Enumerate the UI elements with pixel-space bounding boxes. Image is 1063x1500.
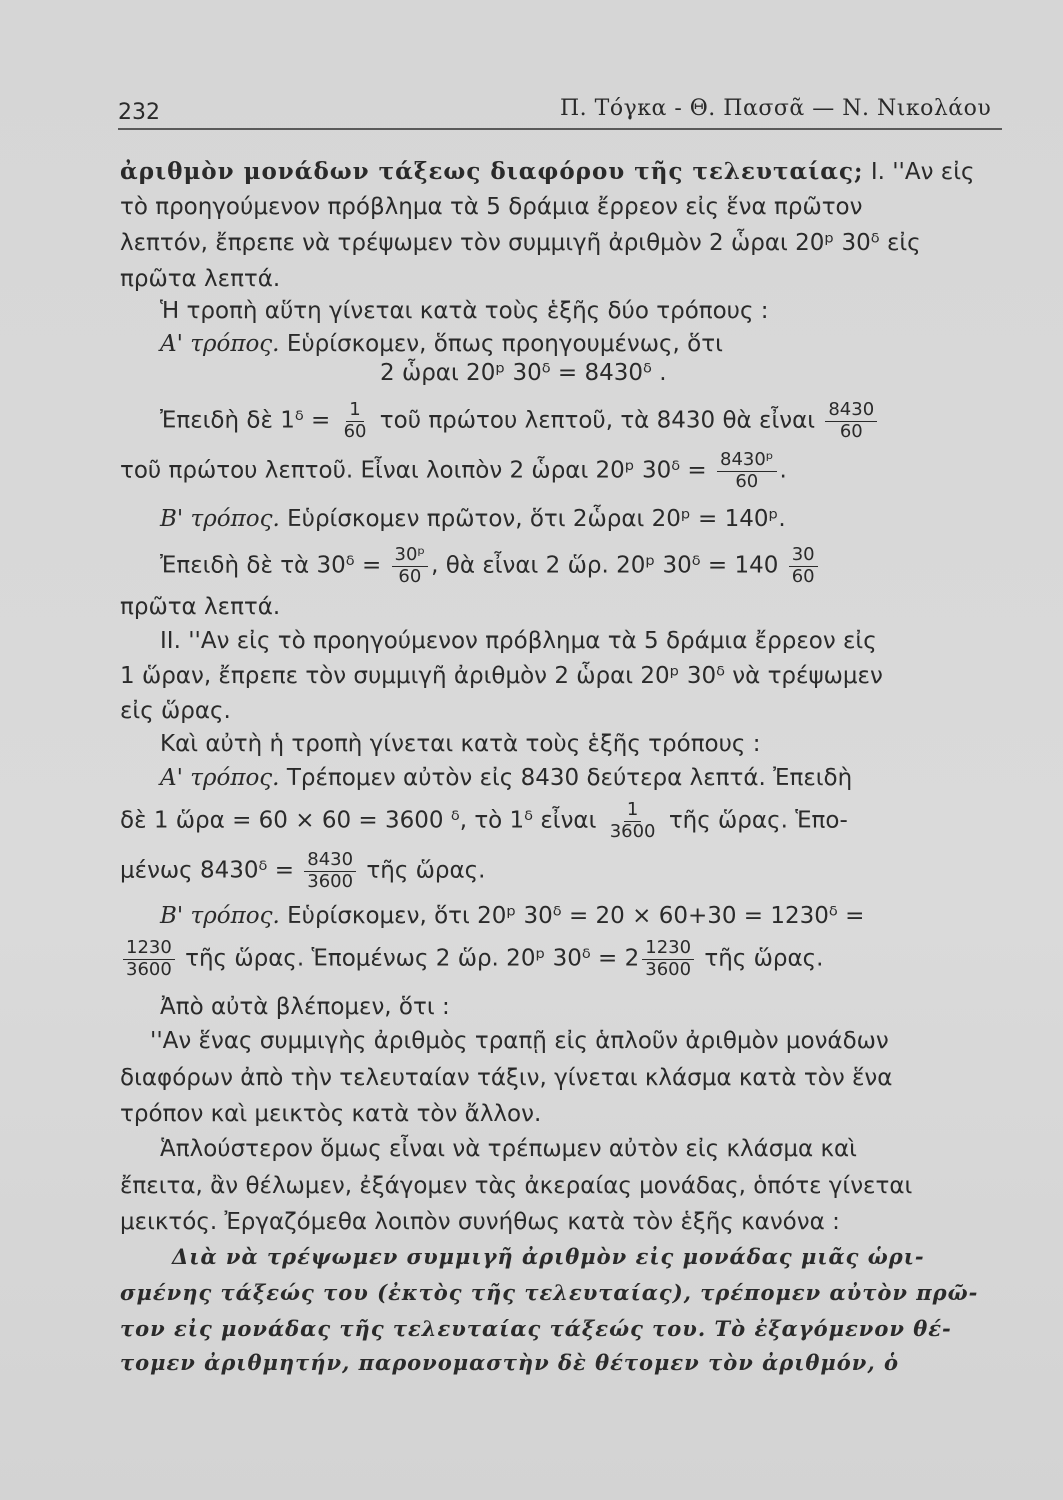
text-line: ἔπειτα, ἂν θέλωμεν, ἐξάγομεν τὰς ἀκεραίας μονάδας, ὁπότε γίνεται bbox=[120, 1173, 913, 1199]
text-line: εἰς ὥρας. bbox=[120, 698, 231, 724]
text-line: Β' τρόπος. Εὑρίσκομεν πρῶτον, ὅτι 2ὧραι 20ᵖ = 140ᵖ. bbox=[160, 506, 786, 532]
text-line: Ἡ τροπὴ αὕτη γίνεται κατὰ τοὺς ἑξῆς δύο τρόπους : bbox=[160, 298, 769, 324]
rule-text-line: τομεν ἀριθμητήν, παρονομαστὴν δὲ θέτομεν τὸν ἀριθμόν, ὁ bbox=[120, 1350, 899, 1375]
text-line: Ἁπλούστερον ὅμως εἶναι νὰ τρέπωμεν αὐτὸν εἰς κλάσμα καὶ bbox=[160, 1136, 857, 1162]
text-line: μένως 8430ᵟ = $\frac{8430}{3600}$ τῆς ὥρας. bbox=[120, 849, 486, 892]
fraction: $\frac{8430}{3600}$ bbox=[304, 850, 356, 892]
fraction: $\frac{1230}{3600}$ bbox=[642, 938, 694, 980]
text-line: πρῶτα λεπτά. bbox=[120, 594, 281, 620]
fraction: $\frac{8430}{60}$ bbox=[825, 400, 877, 442]
rule-text-line: σμένης τάξεώς του (ἐκτὸς τῆς τελευταίας), τρέπομεν αὐτὸν πρῶ- bbox=[120, 1280, 979, 1305]
fraction: $\frac{1230}{3600}$ bbox=[123, 938, 175, 980]
rule-text-line: τον εἰς μονάδας τῆς τελευταίας τάξεώς του. Τὸ ἐξαγόμενον θέ- bbox=[120, 1316, 952, 1341]
fraction: $\frac{30}{60}$ bbox=[789, 545, 818, 587]
bold-question: ἀριθμὸν μονάδων τάξεως διαφόρου τῆς τελευταίας; bbox=[120, 158, 864, 185]
text-line: δὲ 1 ὥρα = 60 × 60 = 3600 ᵟ, τὸ 1ᵟ εἶναι $\frac{1}{3600}$ τῆς ὥρας. Ἑπο- bbox=[120, 799, 848, 842]
text-line: ἀριθμὸν μονάδων τάξεως διαφόρου τῆς τελευταίας; I. ''Αν εἰς bbox=[120, 158, 975, 185]
text-line: λεπτόν, ἔπρεπε νὰ τρέψωμεν τὸν συμμιγῆ ἀριθμὸν 2 ὧραι 20ᵖ 30ᵟ εἰς bbox=[120, 230, 921, 256]
text-line: Β' τρόπος. Εὑρίσκομεν, ὅτι 20ᵖ 30ᵟ = 20 × 60+30 = 1230ᵟ = bbox=[160, 903, 865, 929]
text-line: $\frac{1230}{3600}$ τῆς ὥρας. Ἑπομένως 2 ὥρ. 20ᵖ 30ᵟ = 2 $\frac{1230}{3600}$ τῆς ὥρας. bbox=[120, 938, 823, 980]
fraction: $\frac{\text{8430ᵖ}}{60}$ bbox=[717, 450, 777, 492]
text-line: Ἐπειδὴ δὲ τὰ 30ᵟ = $\frac{\text{30ᵖ}}{60}$ , θὰ εἶναι 2 ὥρ. 20ᵖ 30ᵟ = 140 $\frac{30}{60}$ bbox=[160, 545, 821, 587]
formula-line: 2 ὧραι 20ᵖ 30ᵟ = 8430ᵟ . bbox=[380, 360, 667, 386]
text-line: Α' τρόπος. Εὑρίσκομεν, ὅπως προηγουμένως, ὅτι bbox=[160, 331, 723, 357]
text-line: Καὶ αὐτὴ ἡ τροπὴ γίνεται κατὰ τοὺς ἑξῆς τρόπους : bbox=[160, 731, 761, 757]
text-line: Ἐπειδὴ δὲ 1ᵟ = $\frac{1}{60}$ τοῦ πρώτου λεπτοῦ, τὰ 8430 θὰ εἶναι $\frac{8430}{60}$ bbox=[160, 400, 1002, 442]
fraction: $\frac{1}{60}$ bbox=[343, 399, 367, 442]
text-line: πρῶτα λεπτά. bbox=[120, 266, 281, 292]
text-line: τὸ προηγούμενον πρόβλημα τὰ 5 δράμια ἔρρεον εἰς ἕνα πρῶτον bbox=[120, 194, 863, 220]
rule-text-line: Διὰ νὰ τρέψωμεν συμμιγῆ ἀριθμὸν εἰς μονάδας μιᾶς ὡρι- bbox=[172, 1244, 925, 1269]
text-line: διαφόρων ἀπὸ τὴν τελευταίαν τάξιν, γίνεται κλάσμα κατὰ τὸν ἕνα bbox=[120, 1065, 893, 1091]
text-line: Α' τρόπος. Τρέπομεν αὐτὸν εἰς 8430 δεύτερα λεπτά. Ἐπειδὴ bbox=[160, 765, 853, 791]
text-line: II. ''Αν εἰς τὸ προηγούμενον πρόβλημα τὰ 5 δράμια ἔρρεον εἰς bbox=[160, 628, 877, 654]
fraction: $\frac{\text{30ᵖ}}{60}$ bbox=[392, 545, 429, 587]
text-line: ''Αν ἕνας συμμιγὴς ἀριθμὸς τραπῇ εἰς ἁπλοῦν ἀριθμὸν μονάδων bbox=[150, 1028, 889, 1054]
text-line: τοῦ πρώτου λεπτοῦ. Εἶναι λοιπὸν 2 ὧραι 20ᵖ 30ᵟ = $\frac{\text{8430ᵖ}}{60}$ . bbox=[120, 449, 787, 492]
running-head: Π. Τόγκα - Θ. Πασσᾶ — Ν. Νικολάου bbox=[560, 96, 992, 121]
text-line: τρόπον καὶ μεικτὸς κατὰ τὸν ἄλλον. bbox=[120, 1101, 542, 1127]
page-number: 232 bbox=[118, 100, 160, 125]
fraction: $\frac{1}{3600}$ bbox=[609, 799, 656, 842]
text-line: Ἀπὸ αὐτὰ βλέπομεν, ὅτι : bbox=[160, 994, 450, 1020]
text-line: μεικτός. Ἐργαζόμεθα λοιπὸν συνήθως κατὰ τὸν ἑξῆς κανόνα : bbox=[120, 1209, 840, 1235]
text-line: 1 ὥραν, ἔπρεπε τὸν συμμιγῆ ἀριθμὸν 2 ὧραι 20ᵖ 30ᵟ νὰ τρέψωμεν bbox=[120, 663, 883, 689]
header-rule bbox=[118, 128, 1002, 130]
